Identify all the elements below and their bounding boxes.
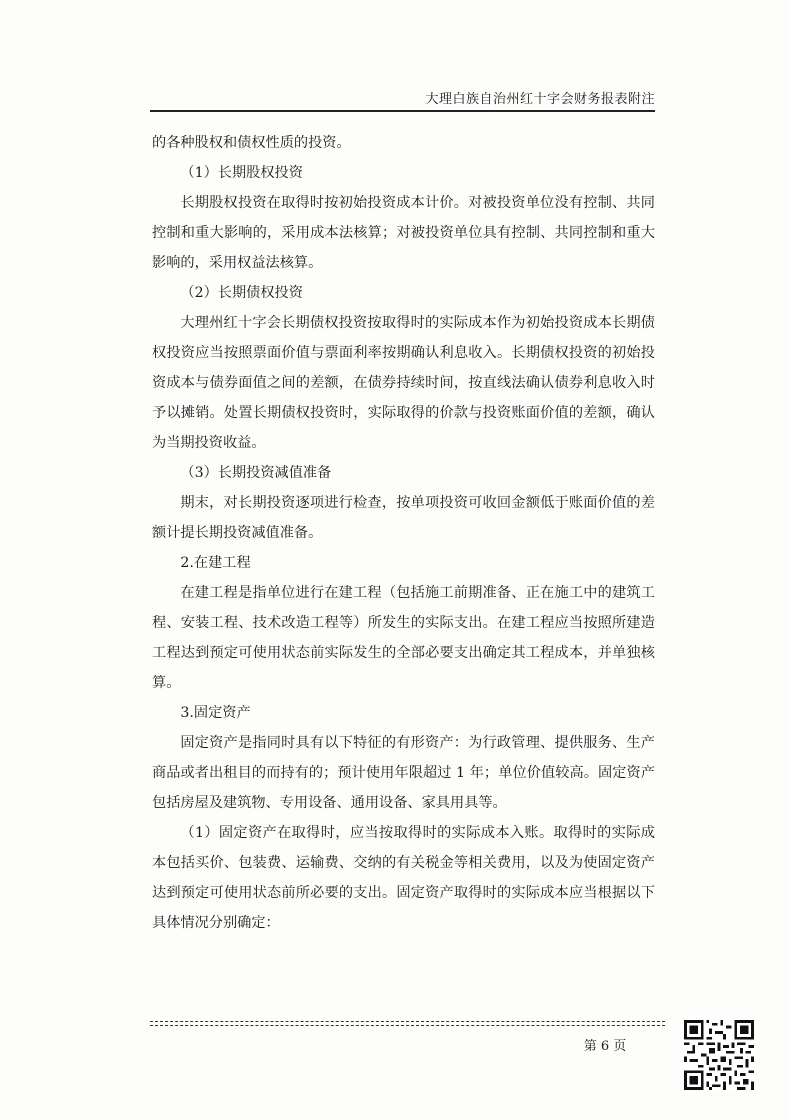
paragraph: 的各种股权和债权性质的投资。: [152, 135, 351, 151]
paragraph: 固定资产是指同时具有以下特征的有形资产：为行政管理、提供服务、生产商品或者出租目的而持有的；预计使用年限超过 1 年；单位价值较高。固定资产包括房屋及建筑物、专用设备、通用设备、家具用具等。: [152, 735, 655, 811]
body-text: [152, 128, 655, 938]
paragraph: 在建工程是指单位进行在建工程（包括施工前期准备、正在施工中的建筑工程、安装工程、技术改造工程等）所发生的实际支出。在建工程应当按照所建造工程达到预定可使用状态前实际发生的全部必要支出确定其工程成本，并单独核算。: [152, 585, 655, 691]
header-rule: [150, 110, 655, 112]
paragraph: 大理州红十字会长期债权投资按取得时的实际成本作为初始投资成本长期债权投资应当按照票面价值与票面利率按期确认利息收入。长期债权投资的初始投资成本与债券面值之间的差额，在债券持续时间，按直线法确认债券利息收入时予以摊销。处置长期债权投资时，实际取得的价款与投资账面价值的差额，确认为当期投资收益。: [152, 315, 655, 451]
paragraph: （2）长期债权投资: [180, 285, 303, 301]
paragraph: 长期股权投资在取得时按初始投资成本计价。对被投资单位没有控制、共同控制和重大影响的，采用成本法核算；对被投资单位具有控制、共同控制和重大影响的，采用权益法核算。: [152, 195, 655, 271]
qr-code: [684, 1020, 754, 1090]
paragraph: （1）长期股权投资: [180, 165, 303, 181]
paragraph: 2.在建工程: [180, 555, 251, 571]
paragraph: 期末，对长期投资逐项进行检查，按单项投资可收回金额低于账面价值的差额计提长期投资减值准备。: [152, 495, 655, 541]
paragraph: 3.固定资产: [180, 705, 251, 721]
footer-rule: [150, 1021, 665, 1026]
paragraph: （3）长期投资减值准备: [180, 465, 332, 481]
header-title: 大理白族自治州红十字会财务报表附注: [425, 92, 655, 107]
paragraph: （1）固定资产在取得时，应当按取得时的实际成本入账。取得时的实际成本包括买价、包装费、运输费、交纳的有关税金等相关费用，以及为使固定资产达到预定可使用状态前所必要的支出。固定资产取得时的实际成本应当根据以下具体情况分别确定：: [152, 825, 655, 931]
page-number: 第 6 页: [583, 1039, 627, 1054]
